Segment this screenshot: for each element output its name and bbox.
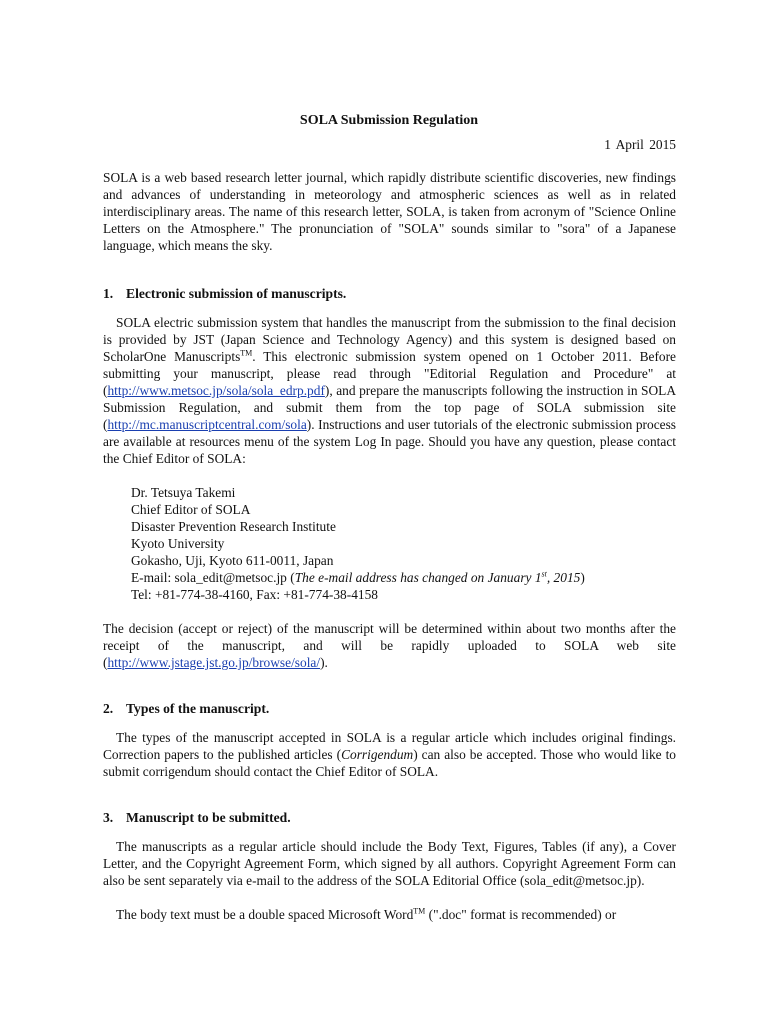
section-2-heading [103, 700, 269, 717]
section-1-paragraph-2 [103, 620, 676, 671]
trademark-mark-2: TM [413, 906, 426, 916]
section-1-paragraph-1 [103, 314, 676, 467]
contact-address [131, 484, 585, 603]
section-2-paragraph [103, 729, 676, 780]
s3-text-a: The body text must be a double spaced Microsoft Word [116, 907, 414, 922]
section-3-title: Manuscript to be submitted. [126, 810, 291, 825]
document-title: SOLA Submission Regulation [299, 113, 479, 128]
email-note [295, 570, 581, 585]
s3-text-b: (".doc" format is recommended) or [425, 907, 617, 922]
email-note-sup: st [541, 569, 547, 579]
edrp-link[interactable]: http://www.metsoc.jp/sola/sola_edrp.pdf [107, 383, 325, 398]
address-university: Kyoto University [131, 536, 225, 551]
s1-text-b: . This electronic submission system opened on 1 October 2011. Before submitting your manuscript, please read through "Editorial Regulation and Procedure" at ( [103, 349, 676, 398]
address-tel: Tel: +81-774-38-4160, Fax: +81-774-38-4158 [131, 587, 378, 602]
email-note-a: The e-mail address has changed on January 1 [294, 570, 542, 585]
address-name: Dr. Tetsuya Takemi [131, 485, 236, 500]
address-institute: Disaster Prevention Research Institute [131, 519, 336, 534]
section-2-title: Types of the manuscript. [126, 701, 270, 716]
s2-text-a: The types of the manuscript accepted in SOLA is a regular article which includes original findings. Correction papers to the published articles ( [103, 730, 676, 762]
address-email [131, 569, 585, 586]
s1-decision-end: ). [320, 655, 328, 670]
email-end: ) [580, 570, 585, 585]
s1-text-c: ), and prepare the manuscripts following the instruction in SOLA Submission Regulation, and submit them from the top page of SOLA submission site ( [103, 383, 676, 432]
corrigendum-term: Corrigendum [341, 747, 414, 762]
section-3-number: 3. [103, 810, 114, 825]
manuscriptcentral-link[interactable]: http://mc.manuscriptcentral.com/sola [107, 417, 307, 432]
document-date: 1 April 2015 [604, 137, 676, 152]
s1-text-d: ). Instructions and user tutorials of the electronic submission process are available at resources menu of the system Log In page. Should you have any question, please contact the Chief Editor of SOLA: [103, 417, 676, 466]
email-label: E-mail: sola_edit@metsoc.jp ( [131, 570, 295, 585]
section-1-heading [103, 285, 346, 302]
section-2-number: 2. [103, 701, 114, 716]
section-3-heading [103, 809, 291, 826]
address-location: Gokasho, Uji, Kyoto 611-0011, Japan [131, 553, 334, 568]
section-1-number: 1. [103, 286, 114, 301]
address-role: Chief Editor of SOLA [131, 502, 251, 517]
trademark-mark: TM [240, 348, 253, 358]
s2-text-b: ) can also be accepted. Those who would like to submit corrigendum should contact the Chief Editor of SOLA. [103, 747, 676, 779]
section-1-title: Electronic submission of manuscripts. [126, 286, 347, 301]
section-3-paragraph-1: The manuscripts as a regular article should include the Body Text, Figures, Tables (if any), a Cover Letter, and the Copyright Agreement Form, which signed by all authors. Copyright Agreement Form can also be sent separately via e-mail to the address of the SOLA Editorial Office (sola_edit@metsoc.jp). [103, 839, 676, 888]
email-note-b: , 2015 [546, 570, 581, 585]
s1-text-a: SOLA electric submission system that handles the manuscript from the submission to the final decision is provided by JST (Japan Science and Technology Agency) and this system is designed based on ScholarOne Manuscripts [103, 315, 676, 364]
section-3-paragraph-2 [103, 906, 676, 923]
s1-decision-text: The decision (accept or reject) of the manuscript will be determined within about two months after the receipt of the manuscript, and will be rapidly uploaded to SOLA web site ( [103, 621, 676, 670]
intro-paragraph: SOLA is a web based research letter journal, which rapidly distribute scientific discoveries, new findings and advances of understanding in meteorology and atmospheric sciences as well as in related interdisciplinary areas. The name of this research letter, SOLA, is taken from acronym of "Science Online Letters on the Atmosphere." The pronunciation of "SOLA" sounds similar to "sora" of a Japanese language, which means the sky. [103, 170, 676, 253]
jstage-link[interactable]: http://www.jstage.jst.go.jp/browse/sola/ [107, 655, 321, 670]
